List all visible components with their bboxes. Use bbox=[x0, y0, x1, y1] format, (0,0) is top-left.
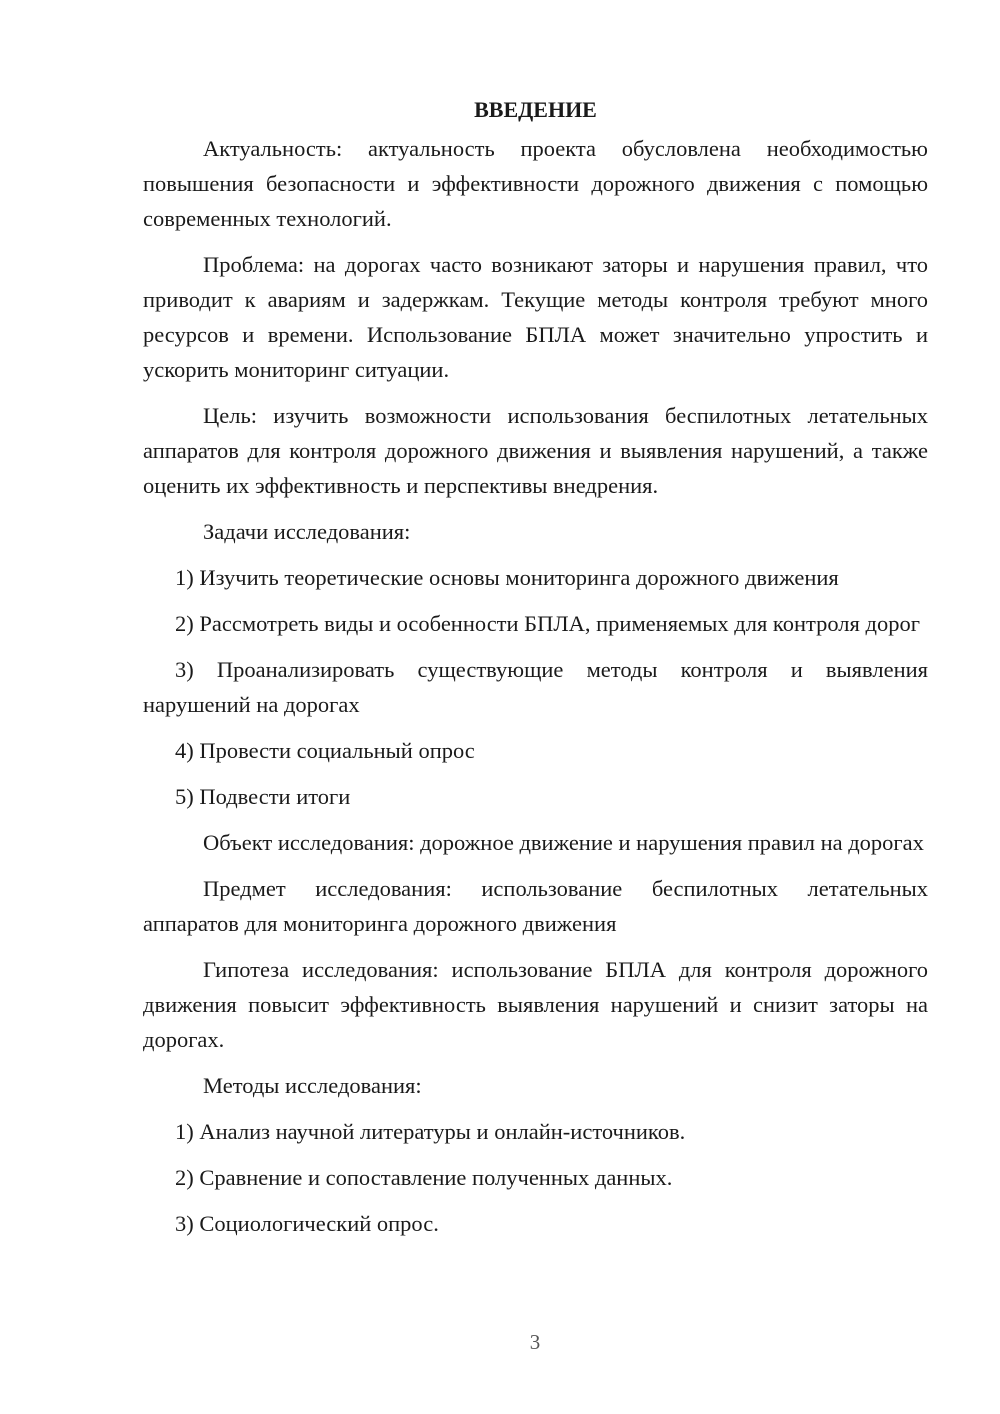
tasks-title: Задачи исследования: bbox=[203, 519, 411, 544]
method-item-2: 2) Сравнение и сопоставление полученных данных. bbox=[175, 1165, 673, 1190]
methods-title: Методы исследования: bbox=[203, 1073, 422, 1098]
page-number: 3 bbox=[529, 1330, 541, 1354]
method-item-3: 3) Социологический опрос. bbox=[175, 1211, 439, 1236]
object-paragraph: Объект исследования: дорожное движение и нарушения правил на дорогах bbox=[203, 830, 924, 855]
document-page bbox=[143, 92, 928, 1252]
subject-paragraph: Предмет исследования: использование беспилотных летательных аппаратов для мониторинга дорожного движения bbox=[143, 876, 928, 936]
method-item-1: 1) Анализ научной литературы и онлайн-источников. bbox=[175, 1119, 686, 1144]
task-item-2: 2) Рассмотреть виды и особенности БПЛА, применяемых для контроля дорог bbox=[175, 611, 920, 636]
task-item-4: 4) Провести социальный опрос bbox=[175, 738, 475, 763]
task-item-5: 5) Подвести итоги bbox=[175, 784, 351, 809]
page-title: ВВЕДЕНИЕ bbox=[474, 97, 597, 122]
problem-paragraph: Проблема: на дорогах часто возникают заторы и нарушения правил, что приводит к авариям и задержкам. Текущие методы контроля требуют много ресурсов и времени. Использование БПЛА может значительно упростить и ускорить мониторинг ситуации. bbox=[143, 252, 928, 382]
relevance-paragraph: Актуальность: актуальность проекта обусловлена необходимостью повышения безопасности и эффективности дорожного движения с помощью современных технологий. bbox=[143, 136, 928, 231]
goal-paragraph: Цель: изучить возможности использования беспилотных летательных аппаратов для контроля дорожного движения и выявления нарушений, а также оценить их эффективность и перспективы внедрения. bbox=[143, 403, 928, 498]
hypothesis-paragraph: Гипотеза исследования: использование БПЛА для контроля дорожного движения повысит эффективность выявления нарушений и снизит заторы на дорогах. bbox=[143, 957, 928, 1052]
task-item-1: 1) Изучить теоретические основы мониторинга дорожного движения bbox=[175, 565, 839, 590]
task-item-3: 3) Проанализировать существующие методы контроля и выявления нарушений на дорогах bbox=[143, 657, 928, 717]
